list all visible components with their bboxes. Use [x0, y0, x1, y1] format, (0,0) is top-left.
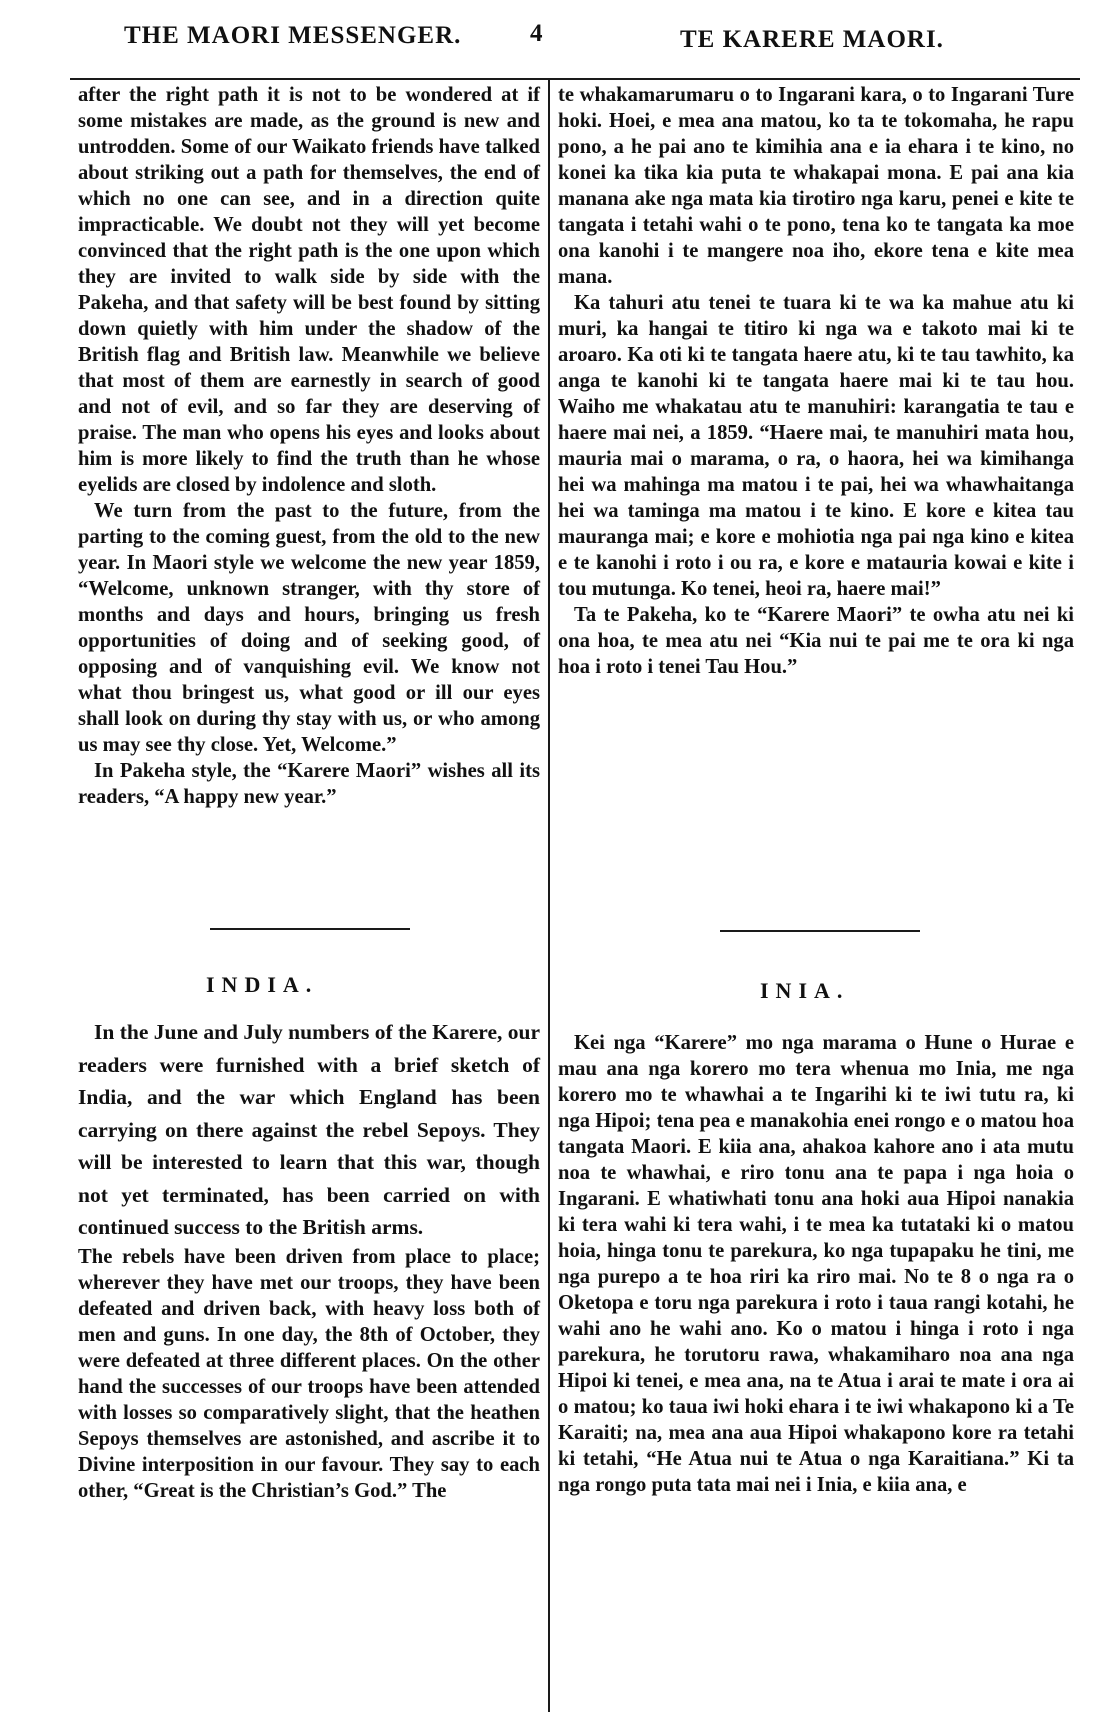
left-paragraph-3: In Pakeha style, the “Karere Maori” wishes all its readers, “A happy new year.”: [78, 760, 540, 808]
india-heading: INDIA.: [206, 972, 319, 997]
left-section-rule: [210, 928, 410, 930]
right-paragraph-3: Ta te Pakeha, ko te “Karere Maori” te owha atu nei ki ona hoa, te mea atu nei “Kia nui te pai me te ora ki nga hoa i roto i tenei Tau Hou.”: [558, 604, 1074, 678]
maori-column: [558, 82, 1074, 680]
header-maori-title: TE KARERE MAORI.: [680, 26, 944, 53]
inia-heading: INIA.: [760, 978, 850, 1003]
right-paragraph-2: Ka tahuri atu tenei te tuara ki te wa ka mahue atu ki muri, ka hangai te titiro ki nga wa e takoto mai ki te aroaro. Ka oti ki te tangata haere atu, ki te tau tawhito, ka anga te kanohi ki te tangata haere mai ki te tau hou. Waiho me whakatau atu te manuhiri: karangatia te tau e haere mai nei, a 1859. “Haere mai, te manuhiri mata hou, mauria mai o marama, o ra, o haora, hei wa kimihanga hei wa mahinga ma matou i te pai, hei wa whawhaitanga hei wa taminga ma matou i te kino. E kore e kitea tau mauranga mai; e kore e mohiotia nga pai nga kino e kitea e te kanohi i roto i ou ra, e kore e matauria kowai e kite i tou mutunga. Ko tenei, heoi ra, haere mai!”: [558, 292, 1074, 600]
india-section: [78, 1016, 540, 1504]
column-divider: [548, 80, 550, 1712]
inia-section: [558, 1030, 1074, 1498]
header-rule: [70, 78, 1080, 80]
right-section-rule: [720, 930, 920, 932]
english-column: [78, 82, 540, 810]
inia-paragraph-1: Kei nga “Karere” mo nga marama o Hune o Hurae e mau ana nga korero mo tera whenua mo Inia, me nga korero mo te whawhai a te Ingarihi ki te iwi tutu ra, ki nga Hipoi; tena pea e manakohia enei rongo e o matou hoa tangata Maori. E kiia ana, ahakoa kahore ano i ata mutu noa te whawhai, e riro tonu ana te papa i nga hoia o Ingarani. E whatiwhati tonu ana hoki aua Hipoi nanakia ki tera wahi ki tera wahi, i te mea ka tutataki ki o matou hoia, hinga tonu te parekura, ko nga tupapaku he tini, me nga purepo a te hoa riri ka riro mai. No te 8 o nga ra o Oketopa e toru nga parekura i roto i taua rangi kotahi, he wahi ano he wahi ano. Ko o matou i hinga i roto i nga parekura, he torutoru rawa, whakamiharo noa ana nga Hipoi ki tenei, e mea ana, na te Atua i arai te mate i ora ai o matou; ko taua iwi hoki ehara i te iwi whakapono ki a Te Karaiti; na, mea ana aua Hipoi whakapono kore ra tetahi ki tetahi, “He Atua nui te Atua o nga Karaitiana.” Ki ta nga rongo puta tata mai nei i Inia, e kiia ana, e: [558, 1032, 1074, 1496]
left-paragraph-2: We turn from the past to the future, from the parting to the coming guest, from the old to the new year. In Maori style we welcome the new year 1859, “Welcome, unknown stranger, with thy store of months and days and hours, bringing us fresh opportunities of doing and of seeking good, of opposing and of vanquishing evil. We know not what thou bringest us, what good or ill our eyes shall look on during thy stay with us, or who among us may see thy close. Yet, Welcome.”: [78, 500, 540, 756]
page-number: 4: [530, 20, 544, 47]
left-paragraph-1: after the right path it is not to be wondered at if some mistakes are made, as the ground is new and untrodden. Some of our Waikato friends have talked about striking out a path for themselves, the end of which no one can see, and in a direction quite impracticable. We doubt not they will yet become convinced that the right path is the one upon which they are invited to walk side by side with the Pakeha, and that safety will be best found by sitting down quietly with him under the shadow of the British flag and British law. Meanwhile we believe that most of them are earnestly in search of good and not of evil, and so far they are deserving of praise. The man who opens his eyes and looks about him is more likely to find the truth than he whose eyelids are closed by indolence and sloth.: [78, 84, 540, 496]
india-paragraph-1: In the June and July numbers of the Karere, our readers were furnished with a brief sketch of India, and the war which England has been carrying on there against the rebel Sepoys. They will be interested to learn that this war, though not yet terminated, has been carried on with continued success to the British arms.: [78, 1020, 540, 1239]
right-paragraph-1: te whakamarumaru o to Ingarani kara, o to Ingarani Ture hoki. Hoei, e mea ana matou, ko ta te tokomaha, he rapu pono, a he pai ano te kimihia ana e ia ehara i te kino, no konei ka tika kia puta te whakapai mona. E pai ana kia manana ake nga mata kia tirotiro nga karu, penei e kite te tangata i tetahi wahi o te pono, tena ko te tangata ka moe ona kanohi i te mangere noa iho, ekore tena e kite mea mana.: [558, 84, 1074, 288]
page-header: [0, 8, 1114, 58]
india-paragraph-2: The rebels have been driven from place to place; wherever they have met our troops, they have been defeated and driven back, with heavy loss both of men and guns. In one day, the 8th of October, they were defeated at three different places. On the other hand the successes of our troops have been attended with losses so comparatively slight, that the heathen Sepoys themselves are astonished, and ascribe it to Divine interposition in our favour. They say to each other, “Great is the Christian’s God.” The: [78, 1245, 540, 1502]
header-english-title: THE MAORI MESSENGER.: [124, 22, 462, 49]
